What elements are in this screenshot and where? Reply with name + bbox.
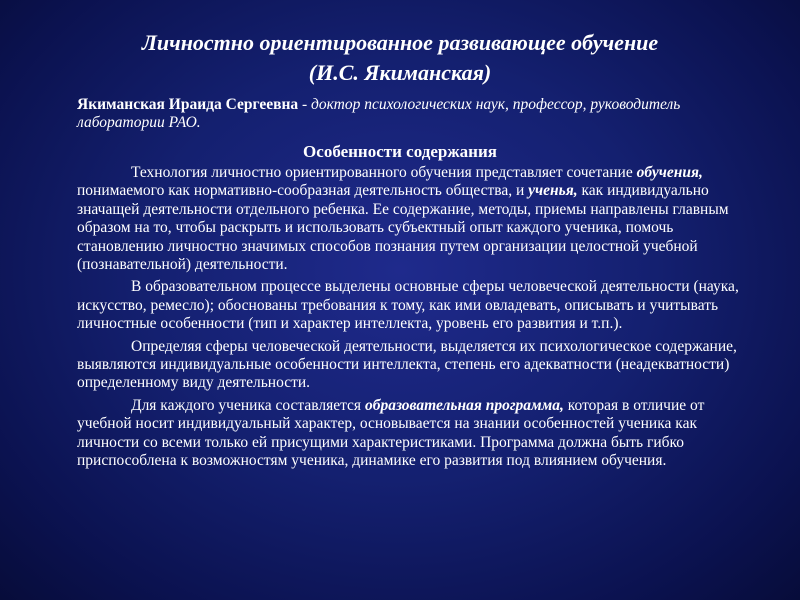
author-separator: -	[298, 96, 312, 113]
p4-text-c: которая в отличие от учебной носит индивидуальный характер, основывается на знании особенностей ученика как личности со всеми только ей присущими характеристиками. Программа должна быть гибко приспособлена к возможностям ученика, динамике его развития под влиянием обучения.	[77, 396, 705, 470]
section-heading: Особенности содержания	[303, 142, 497, 161]
p1-text-e: как индивидуально значащей деятельности отдельного ребенка. Ее содержание, методы, приемы направлены главным образом на то, чтобы раскрыть и использовать субъектный опыт каждого ученика, помочь становлению личностно значимых способов познания путем организации целостной учебной (познавательной) деятельности.	[77, 182, 729, 274]
slide-title	[0, 28, 800, 88]
p1-text-c: понимаемого как нормативно-сообразная деятельность общества, и	[77, 182, 529, 200]
p4-emphasis-program: образовательная программа,	[364, 396, 564, 414]
paragraph-3: Определяя сферы человеческой деятельности, выделяется их психологическое содержание, выявляются индивидуальные особенности интеллекта, степень его адекватности (неадекватности) определенному виду деятельности.	[77, 337, 737, 392]
author-description: доктор психологических наук, профессор, руководитель лаборатории РАО.	[77, 96, 681, 131]
paragraph-1	[77, 164, 759, 274]
p4-text-a: Для каждого ученика составляется	[131, 396, 365, 414]
author-name: Якиманская Ираида Сергеевна	[77, 96, 299, 113]
p1-text-a: Технология личностно ориентированного обучения представляет сочетание	[131, 164, 637, 181]
paragraph-2: В образовательном процессе выделены основные сферы человеческой деятельности (наука, искусство, ремесло); обоснованы требования к тому, как ими овладевать, описывать и учитывать личностные особенности (тип и характер интеллекта, уровень его развития и т.п.).	[77, 278, 739, 333]
author-info	[77, 96, 737, 132]
p1-emphasis-teaching: обучения,	[636, 164, 703, 181]
p1-emphasis-learning: ученья,	[528, 182, 578, 200]
paragraph-4	[77, 397, 759, 471]
title-line-1: Личностно ориентированное развивающее обучение	[141, 30, 659, 55]
body-text	[77, 164, 759, 475]
title-line-2: (И.С. Якиманская)	[308, 60, 492, 85]
